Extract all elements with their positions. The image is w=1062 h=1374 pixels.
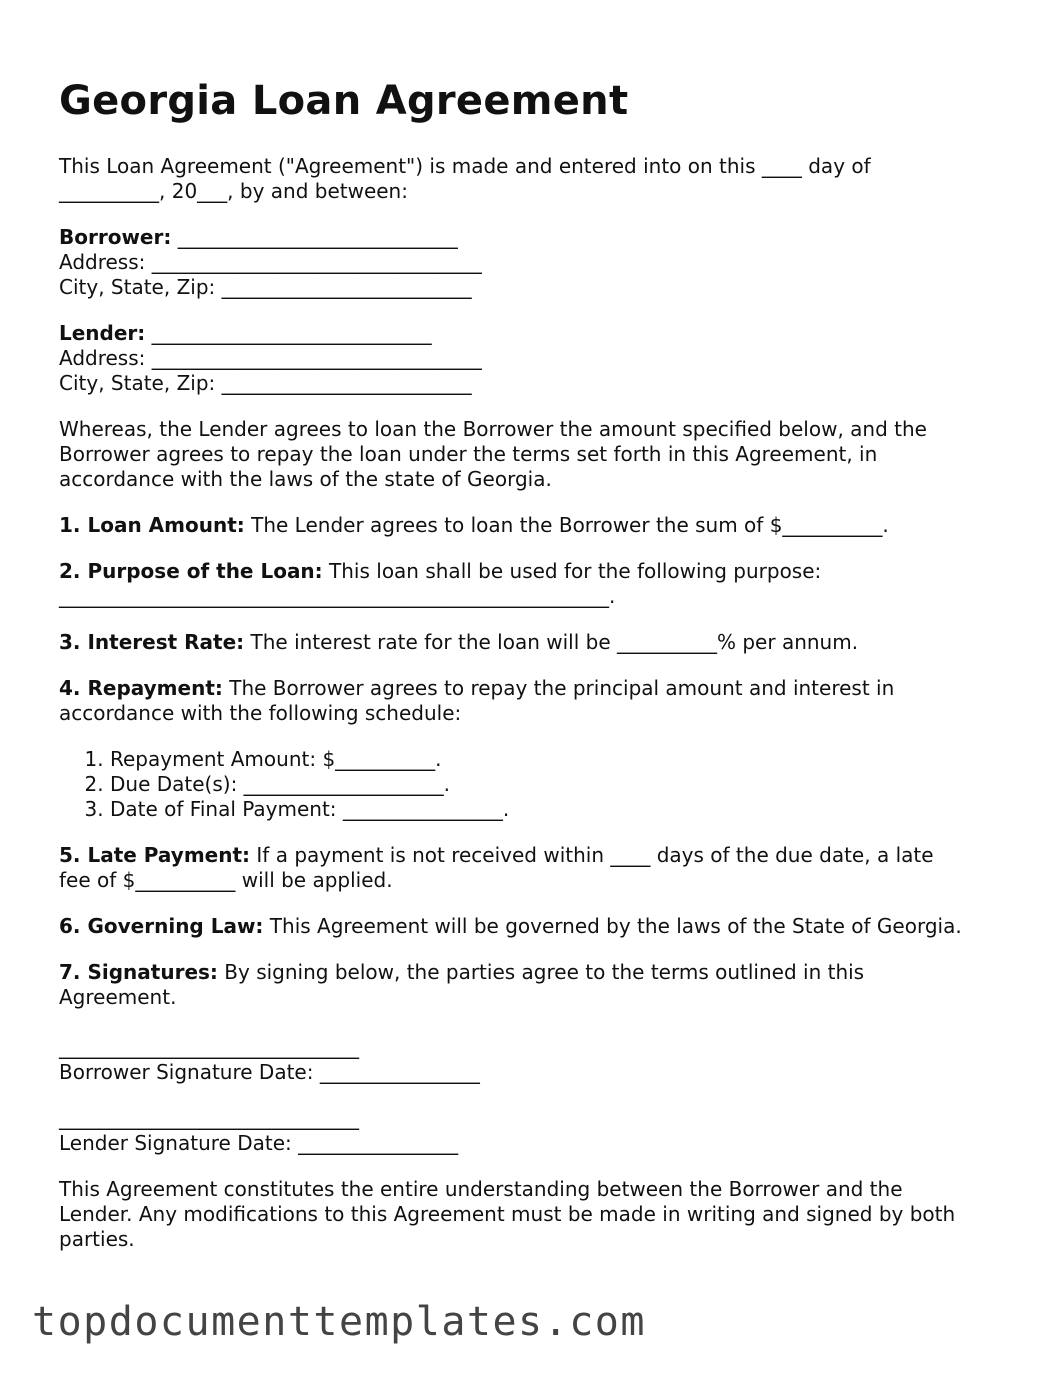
document-page [59, 78, 1009, 1273]
whereas-line-2: Borrower agrees to repay the loan under the terms set forth in this Agreement, in [59, 442, 878, 466]
section-4-line-2: accordance with the following schedule: [59, 701, 462, 725]
section-5-line-2: fee of $__________ will be applied. [59, 868, 393, 892]
borrower-name-blank: ____________________________ [171, 225, 458, 249]
document-title: Georgia Loan Agreement [59, 78, 629, 124]
lender-name-blank: ____________________________ [145, 321, 432, 345]
whereas-line-1: Whereas, the Lender agrees to loan the Borrower the amount specified below, and the [59, 417, 927, 441]
section-3-heading: 3. Interest Rate: [59, 630, 245, 654]
intro-paragraph [59, 154, 1009, 204]
section-2-heading: 2. Purpose of the Loan: [59, 559, 323, 583]
section-repayment [59, 676, 1009, 726]
section-1-heading: 1. Loan Amount: [59, 513, 245, 537]
closing-line-2: Lender. Any modifications to this Agreement must be made in writing and signed by both [59, 1202, 956, 1226]
section-4-text: The Borrower agrees to repay the principal amount and interest in [222, 676, 895, 700]
borrower-label: Borrower: [59, 225, 172, 249]
section-3-line [59, 630, 1009, 655]
borrower-signature-block [59, 1035, 1009, 1085]
lender-address: Address: _________________________________ [59, 346, 482, 370]
section-7-line-2: Agreement. [59, 985, 177, 1009]
section-6-text: This Agreement will be governed by the laws of the State of Georgia. [263, 914, 962, 938]
section-6-line [59, 914, 1009, 939]
lender-city: City, State, Zip: _________________________ [59, 371, 472, 395]
intro-line-1: This Loan Agreement ("Agreement") is made and entered into on this ____ day of [59, 154, 871, 178]
section-loan-amount [59, 513, 1009, 538]
borrower-address: Address: _________________________________ [59, 250, 482, 274]
section-5-line-1 [59, 843, 1009, 868]
intro-line-2: __________, 20___, by and between: [59, 179, 408, 203]
section-7-heading: 7. Signatures: [59, 960, 218, 984]
section-purpose [59, 559, 1009, 609]
list-item: 2. Due Date(s): ____________________. [110, 772, 1009, 797]
section-interest-rate [59, 630, 1009, 655]
borrower-block [59, 225, 1009, 300]
borrower-signature-line: ______________________________ [59, 1035, 359, 1059]
lender-name-line [59, 321, 1009, 346]
lender-signature-block [59, 1106, 1009, 1156]
section-4-line-1 [59, 676, 1009, 701]
section-7-text: By signing below, the parties agree to the terms outlined in this [217, 960, 865, 984]
footer-watermark: topdocumenttemplates.com [32, 1299, 646, 1345]
borrower-signature-label: Borrower Signature Date: ________________ [59, 1060, 480, 1084]
section-5-heading: 5. Late Payment: [59, 843, 251, 867]
repayment-schedule-list [59, 747, 1009, 822]
section-late-payment [59, 843, 1009, 893]
section-signatures [59, 960, 1009, 1010]
section-5-text: If a payment is not received within ____ days of the due date, a late [250, 843, 934, 867]
closing-line-1: This Agreement constitutes the entire understanding between the Borrower and the [59, 1177, 903, 1201]
section-7-line-1 [59, 960, 1009, 985]
section-governing-law [59, 914, 1009, 939]
whereas-line-3: accordance with the laws of the state of Georgia. [59, 467, 552, 491]
section-2-line-2: _______________________________________________________. [59, 584, 616, 608]
borrower-name-line [59, 225, 1009, 250]
section-2-line-1 [59, 559, 1009, 584]
closing-line-3: parties. [59, 1227, 135, 1251]
section-2-text: This loan shall be used for the following purpose: [322, 559, 822, 583]
whereas-paragraph [59, 417, 1009, 492]
section-4-heading: 4. Repayment: [59, 676, 223, 700]
lender-signature-label: Lender Signature Date: ________________ [59, 1131, 459, 1155]
section-1-text: The Lender agrees to loan the Borrower the sum of $__________. [244, 513, 889, 537]
lender-signature-line: ______________________________ [59, 1106, 359, 1130]
list-item: 3. Date of Final Payment: ________________. [110, 797, 1009, 822]
section-3-text: The interest rate for the loan will be __________% per annum. [244, 630, 859, 654]
list-item: 1. Repayment Amount: $__________. [110, 747, 1009, 772]
lender-label: Lender: [59, 321, 146, 345]
section-1-line [59, 513, 1009, 538]
borrower-city: City, State, Zip: _________________________ [59, 275, 472, 299]
lender-block [59, 321, 1009, 396]
closing-paragraph [59, 1177, 1009, 1252]
section-6-heading: 6. Governing Law: [59, 914, 264, 938]
